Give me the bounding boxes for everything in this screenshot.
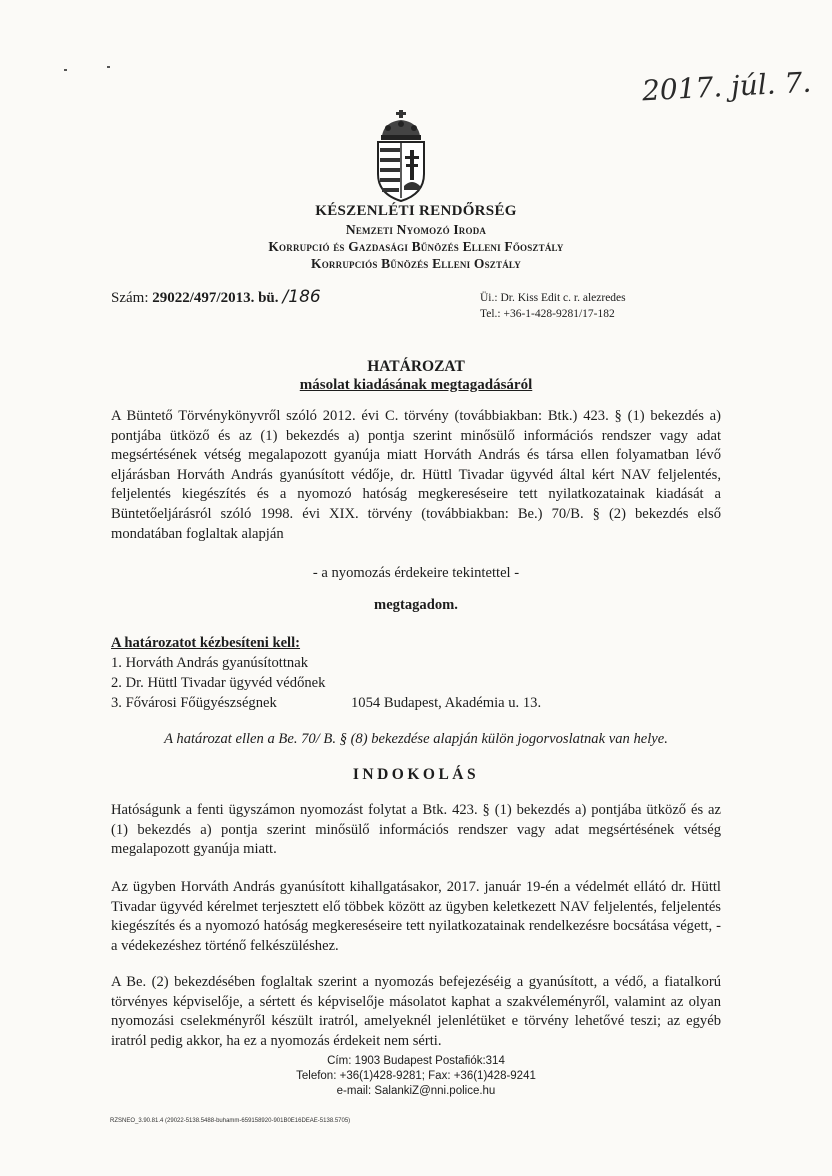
delivery-item: 3. Fővárosi Főügyészségnek: [111, 695, 277, 711]
remedy-note: A határozat ellen a Be. 70/ B. § (8) bekezdése alapján külön jogorvoslatnak van helye.: [164, 731, 668, 747]
scan-speck: [64, 69, 67, 71]
decision-text: megtagadom.: [374, 597, 458, 613]
reasoning-paragraph: Hatóságunk a fenti ügyszámon nyomozást folytat a Btk. 423. § (1) bekezdés a) pontjába ütköző és az (1) bekezdés a) pontja szerint minősülő információs rendszer vagy adat megsértésének vétség megalapozott gyanúja miatt.: [111, 802, 721, 858]
case-officer-phone: Tel.: +36-1-428-9281/17-182: [480, 308, 615, 320]
document-subtitle: másolat kiadásának megtagadásáról: [299, 377, 533, 393]
case-number-handwritten: /186: [282, 287, 321, 307]
case-officer: Üi.: Dr. Kiss Edit c. r. alezredes: [480, 292, 626, 304]
reasoning-heading: INDOKOLÁS: [352, 766, 480, 783]
footer-email: e-mail: SalankiZ@nni.police.hu: [336, 1085, 496, 1097]
delivery-heading: A határozatot kézbesíteni kell:: [111, 635, 301, 651]
footer-phone: Telefon: +36(1)428-9281; Fax: +36(1)428-9241: [296, 1070, 536, 1082]
document-code: RZSNEO_3.90.81.4 (29022-5138.5488-buhamm-659158920-901B0E16DEAE-5138.5705): [110, 1118, 351, 1124]
delivery-address: 1054 Budapest, Akadémia u. 13.: [351, 695, 542, 711]
document-title: HATÁROZAT: [367, 358, 465, 375]
footer-address: Cím: 1903 Budapest Postafiók:314: [327, 1055, 505, 1067]
case-number-label: Szám:: [111, 290, 153, 306]
delivery-item: 1. Horváth András gyanúsítottnak: [111, 655, 308, 671]
delivery-item: 2. Dr. Hüttl Tivadar ügyvéd védőnek: [111, 675, 326, 691]
case-officer-block: [480, 290, 626, 322]
case-number: [111, 287, 321, 307]
interest-line: - a nyomozás érdekeire tekintettel -: [312, 565, 520, 581]
case-number-value: 29022/497/2013. bü.: [152, 290, 279, 306]
reasoning-paragraph: Az ügyben Horváth András gyanúsított kihallgatásakor, 2017. január 19-én a védelmét ellátó dr. Hüttl Tivadar ügyvéd kérelmet terjesztett elő többek között az ügyben keletkezett NAV feljelentés, feljelentés kiegészítés és a nyomozó hatóság megkereséseire tett nyilatkozatainak rendelkezésre bocsátása végett, - a védekezéshez történő felkészüléshez.: [111, 879, 721, 954]
agency-department: Korrupció és Gazdasági Bűnözés Elleni Főosztály: [268, 239, 564, 254]
handwritten-date: 2017. júl. 7.: [641, 65, 812, 108]
intro-paragraph: A Büntető Törvénykönyvről szóló 2012. évi C. törvény (továbbiakban: Btk.) 423. § (1) bekezdés a) pontjába ütköző és az (1) bekezdés a) pontja szerint minősülő információs rendszer vagy adat megsértésének vétség megalapozott gyanúja miatt Horváth András és társa ellen folyamatban lévő eljárásban Horváth András gyanúsított védője, dr. Hüttl Tivadar ügyvéd által kért NAV feljelentés, feljelentés kiegészítés és a nyomozó hatóság megkereséseire tett nyilatkozatainak kiadását a Büntetőeljárásról szóló 1998. évi XIX. törvény (továbbiakban: Be.) 70/B. § (2) bekezdés első mondatában foglaltak alapján: [111, 408, 721, 542]
agency-division: Korrupciós Bűnözés Elleni Osztály: [311, 256, 521, 271]
agency-unit: Nemzeti Nyomozó Iroda: [345, 222, 487, 237]
agency-name: KÉSZENLÉTI RENDŐRSÉG: [315, 203, 517, 219]
reasoning-paragraph: A Be. (2) bekezdésében foglaltak szerint a nyomozás befejezéséig a gyanúsított, a védő, a fiatalkorú törvényes képviselője, a sértett és képviselője másolatot kaphat a szakvéleményről, valamint az olyan nyomozási cselekményről készült iratról, amelyeknél jelenlétüket e törvény lehetővé teszi; az egyéb iratról pedig akkor, ha ez a nyomozás érdekeit nem sérti.: [111, 974, 721, 1049]
coat-of-arms-icon: [366, 108, 436, 203]
scan-speck: [107, 66, 110, 68]
